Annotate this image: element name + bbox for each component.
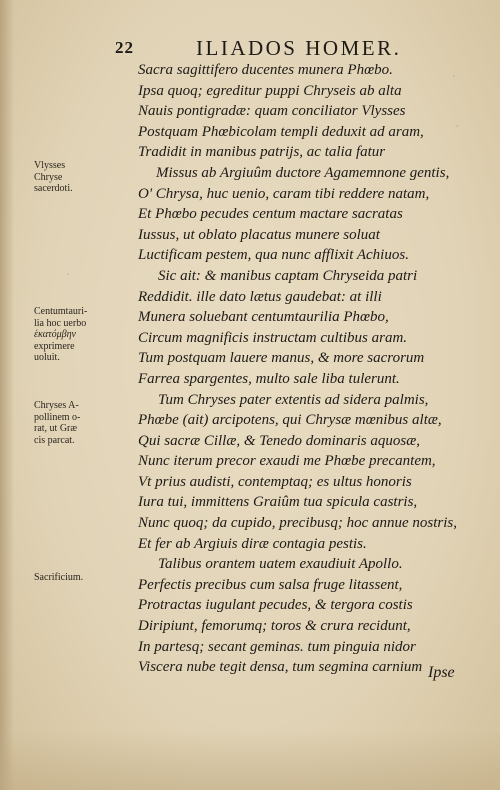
- page-number: 22: [115, 38, 134, 57]
- note-line: Chryses A-: [34, 400, 79, 411]
- verse-line: Luctificam pestem, qua nunc afflixit Achiuos.: [138, 247, 409, 264]
- verse-line: Nunc iterum precor exaudi me Phœbe precantem,: [138, 453, 436, 470]
- verse-block: [138, 60, 483, 678]
- verse-line: Postquam Phœbicolam templi deduxit ad aram,: [138, 123, 424, 140]
- verse-line: Et Phœbo pecudes centum mactare sacratas: [138, 206, 403, 223]
- note-line: Vlysses: [34, 160, 66, 171]
- verse-line: Circum magnificis instructam cultibus aram.: [138, 329, 408, 346]
- verse-line: Farrea spargentes, multo sale liba tulerunt.: [138, 370, 400, 387]
- margin-note-sacrificium: [34, 572, 134, 584]
- note-line: uoluit.: [34, 352, 60, 363]
- note-line: lia hoc uerbo: [34, 317, 87, 329]
- show-through-ink: ·: [452, 70, 456, 85]
- verse-line: Diripiunt, femorumq; toros & crura recidunt,: [138, 618, 411, 635]
- note-line: ἑκατόμβην: [34, 329, 76, 340]
- verse-line: Nunc quoq; da cupido, precibusq; hoc annue nostris,: [138, 515, 457, 532]
- verse-line: Viscera nube tegit densa, tum segmina carnium: [138, 659, 423, 676]
- verse-line: Protractas iugulant pecudes, & tergora costis: [138, 597, 413, 614]
- note-line: exprimere: [34, 340, 75, 352]
- verse-line: Talibus orantem uatem exaudiuit Apollo.: [158, 556, 403, 573]
- show-through-ink: ·: [66, 268, 70, 283]
- verse-line: Ipsa quoq; egreditur puppi Chryseis ab alta: [138, 82, 402, 99]
- verse-line: In partesq; secant geminas. tum pinguia nidor: [138, 638, 416, 655]
- margin-note-chryses: [34, 400, 134, 446]
- verse-line: O' Chrysa, huc uenio, caram tibi reddere natam,: [138, 185, 430, 202]
- page-edge-shadow: [0, 0, 14, 790]
- verse-line: Iura tui, immittens Graiûm tua spicula castris,: [138, 494, 418, 511]
- verse-line: Qui sacræ Cillæ, & Tenedo dominaris aquosæ,: [138, 432, 420, 449]
- margin-note-ulysses: [34, 160, 134, 195]
- note-line: Chryse: [34, 171, 63, 183]
- catchword: Ipse: [428, 664, 455, 681]
- note-line: cis parcat.: [34, 434, 75, 446]
- note-line: Sacrificium.: [34, 572, 84, 583]
- verse-line: Tum Chryses pater extentis ad sidera palmis,: [158, 391, 429, 408]
- note-line: Centumtauri-: [34, 306, 88, 317]
- verse-line: Iussus, ut oblato placatus munere soluat: [138, 226, 380, 243]
- verse-line: Missus ab Argiuûm ductore Agamemnone gentis,: [156, 164, 450, 181]
- show-through-ink: ·: [455, 120, 459, 135]
- verse-line: Sic ait: & manibus captam Chryseida patri: [158, 267, 418, 284]
- page-bottom-shade: [0, 730, 500, 790]
- verse-line: Reddidit. ille dato lætus gaudebat: at illi: [138, 288, 382, 305]
- verse-line: Phœbe (ait) arcipotens, qui Chrysæ mœnibus altæ,: [138, 412, 442, 429]
- verse-line: Tum postquam lauere manus, & more sacrorum: [138, 350, 425, 367]
- verse-line: Perfectis precibus cum salsa fruge litassent,: [138, 576, 403, 593]
- running-head: ILIADOS HOMER.: [196, 36, 402, 60]
- margin-note-centumtaurilia: [34, 306, 134, 364]
- verse-line: Vt prius audisti, contemptaq; es ultus honoris: [138, 473, 412, 490]
- note-line: pollinem o-: [34, 411, 81, 423]
- note-line: sacerdoti.: [34, 183, 73, 194]
- verse-line: Munera soluebant centumtaurilia Phœbo,: [138, 309, 389, 326]
- verse-line: Sacra sagittifero ducentes munera Phœbo.: [138, 62, 393, 78]
- verse-line: Nauis pontigradæ: quam conciliator Vlysses: [138, 103, 406, 120]
- note-line: rat, ut Græ: [34, 423, 78, 434]
- verse-line: Tradidit in manibus patrijs, ac talia fatur: [138, 144, 386, 161]
- verse-line: Et fer ab Argiuis diræ contagia pestis.: [138, 535, 367, 552]
